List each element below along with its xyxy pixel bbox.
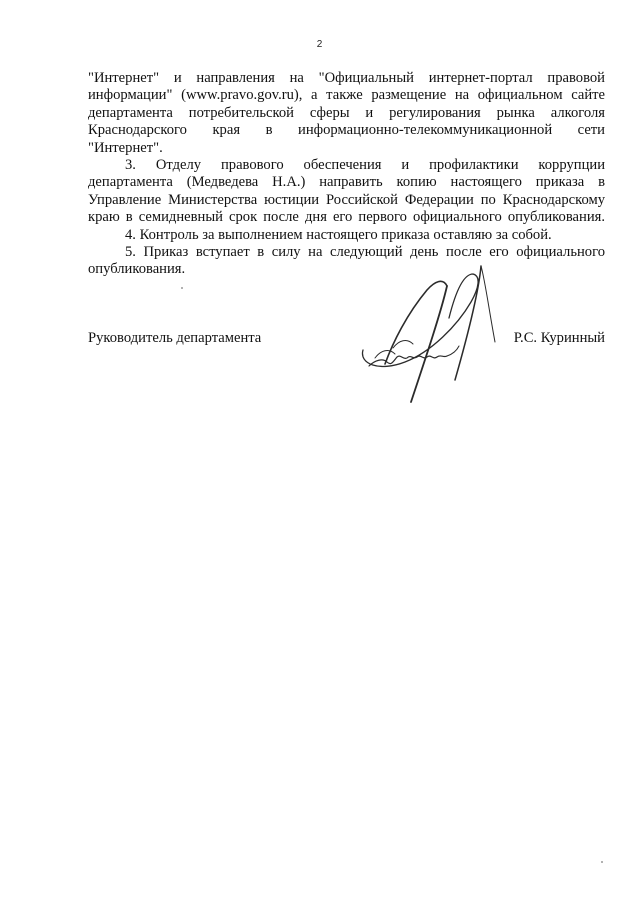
signatory-position: Руководитель департамента [88, 330, 262, 346]
paragraph-5-start: 5. Приказ вступает в силу на следующий день после его официального [125, 243, 605, 260]
signature-row [88, 330, 605, 347]
body-line: опубликования. [88, 261, 186, 278]
body-line: департамента потребительской сферы и регулирования рынка алкоголя [88, 104, 605, 121]
handwritten-signature [355, 262, 520, 422]
paragraph-3-start: 3. Отделу правового обеспечения и профилактики коррупции [125, 156, 605, 173]
body-line: информации" (www.pravo.gov.ru), а также размещение на официальном сайте [88, 87, 605, 104]
scan-speck [601, 861, 603, 863]
signatory-name: Р.С. Куринный [513, 330, 605, 346]
page-number: 2 [316, 39, 323, 50]
body-line: Краснодарского края в информационно-телекоммуникационной сети [88, 122, 605, 139]
scan-speck [181, 287, 183, 289]
body-line: департамента (Медведева Н.А.) направить копию настоящего приказа в [88, 174, 605, 191]
body-line: "Интернет" и направления на "Официальный интернет-портал правовой [88, 70, 605, 86]
body-line: Управление Министерства юстиции Российской Федерации по Краснодарскому [88, 191, 605, 208]
body-line: краю в семидневный срок после дня его первого официального опубликования. [88, 209, 605, 226]
paragraph-4: 4. Контроль за выполнением настоящего приказа оставляю за собой. [125, 226, 552, 243]
document-body [88, 70, 605, 279]
body-line: "Интернет". [88, 139, 163, 156]
